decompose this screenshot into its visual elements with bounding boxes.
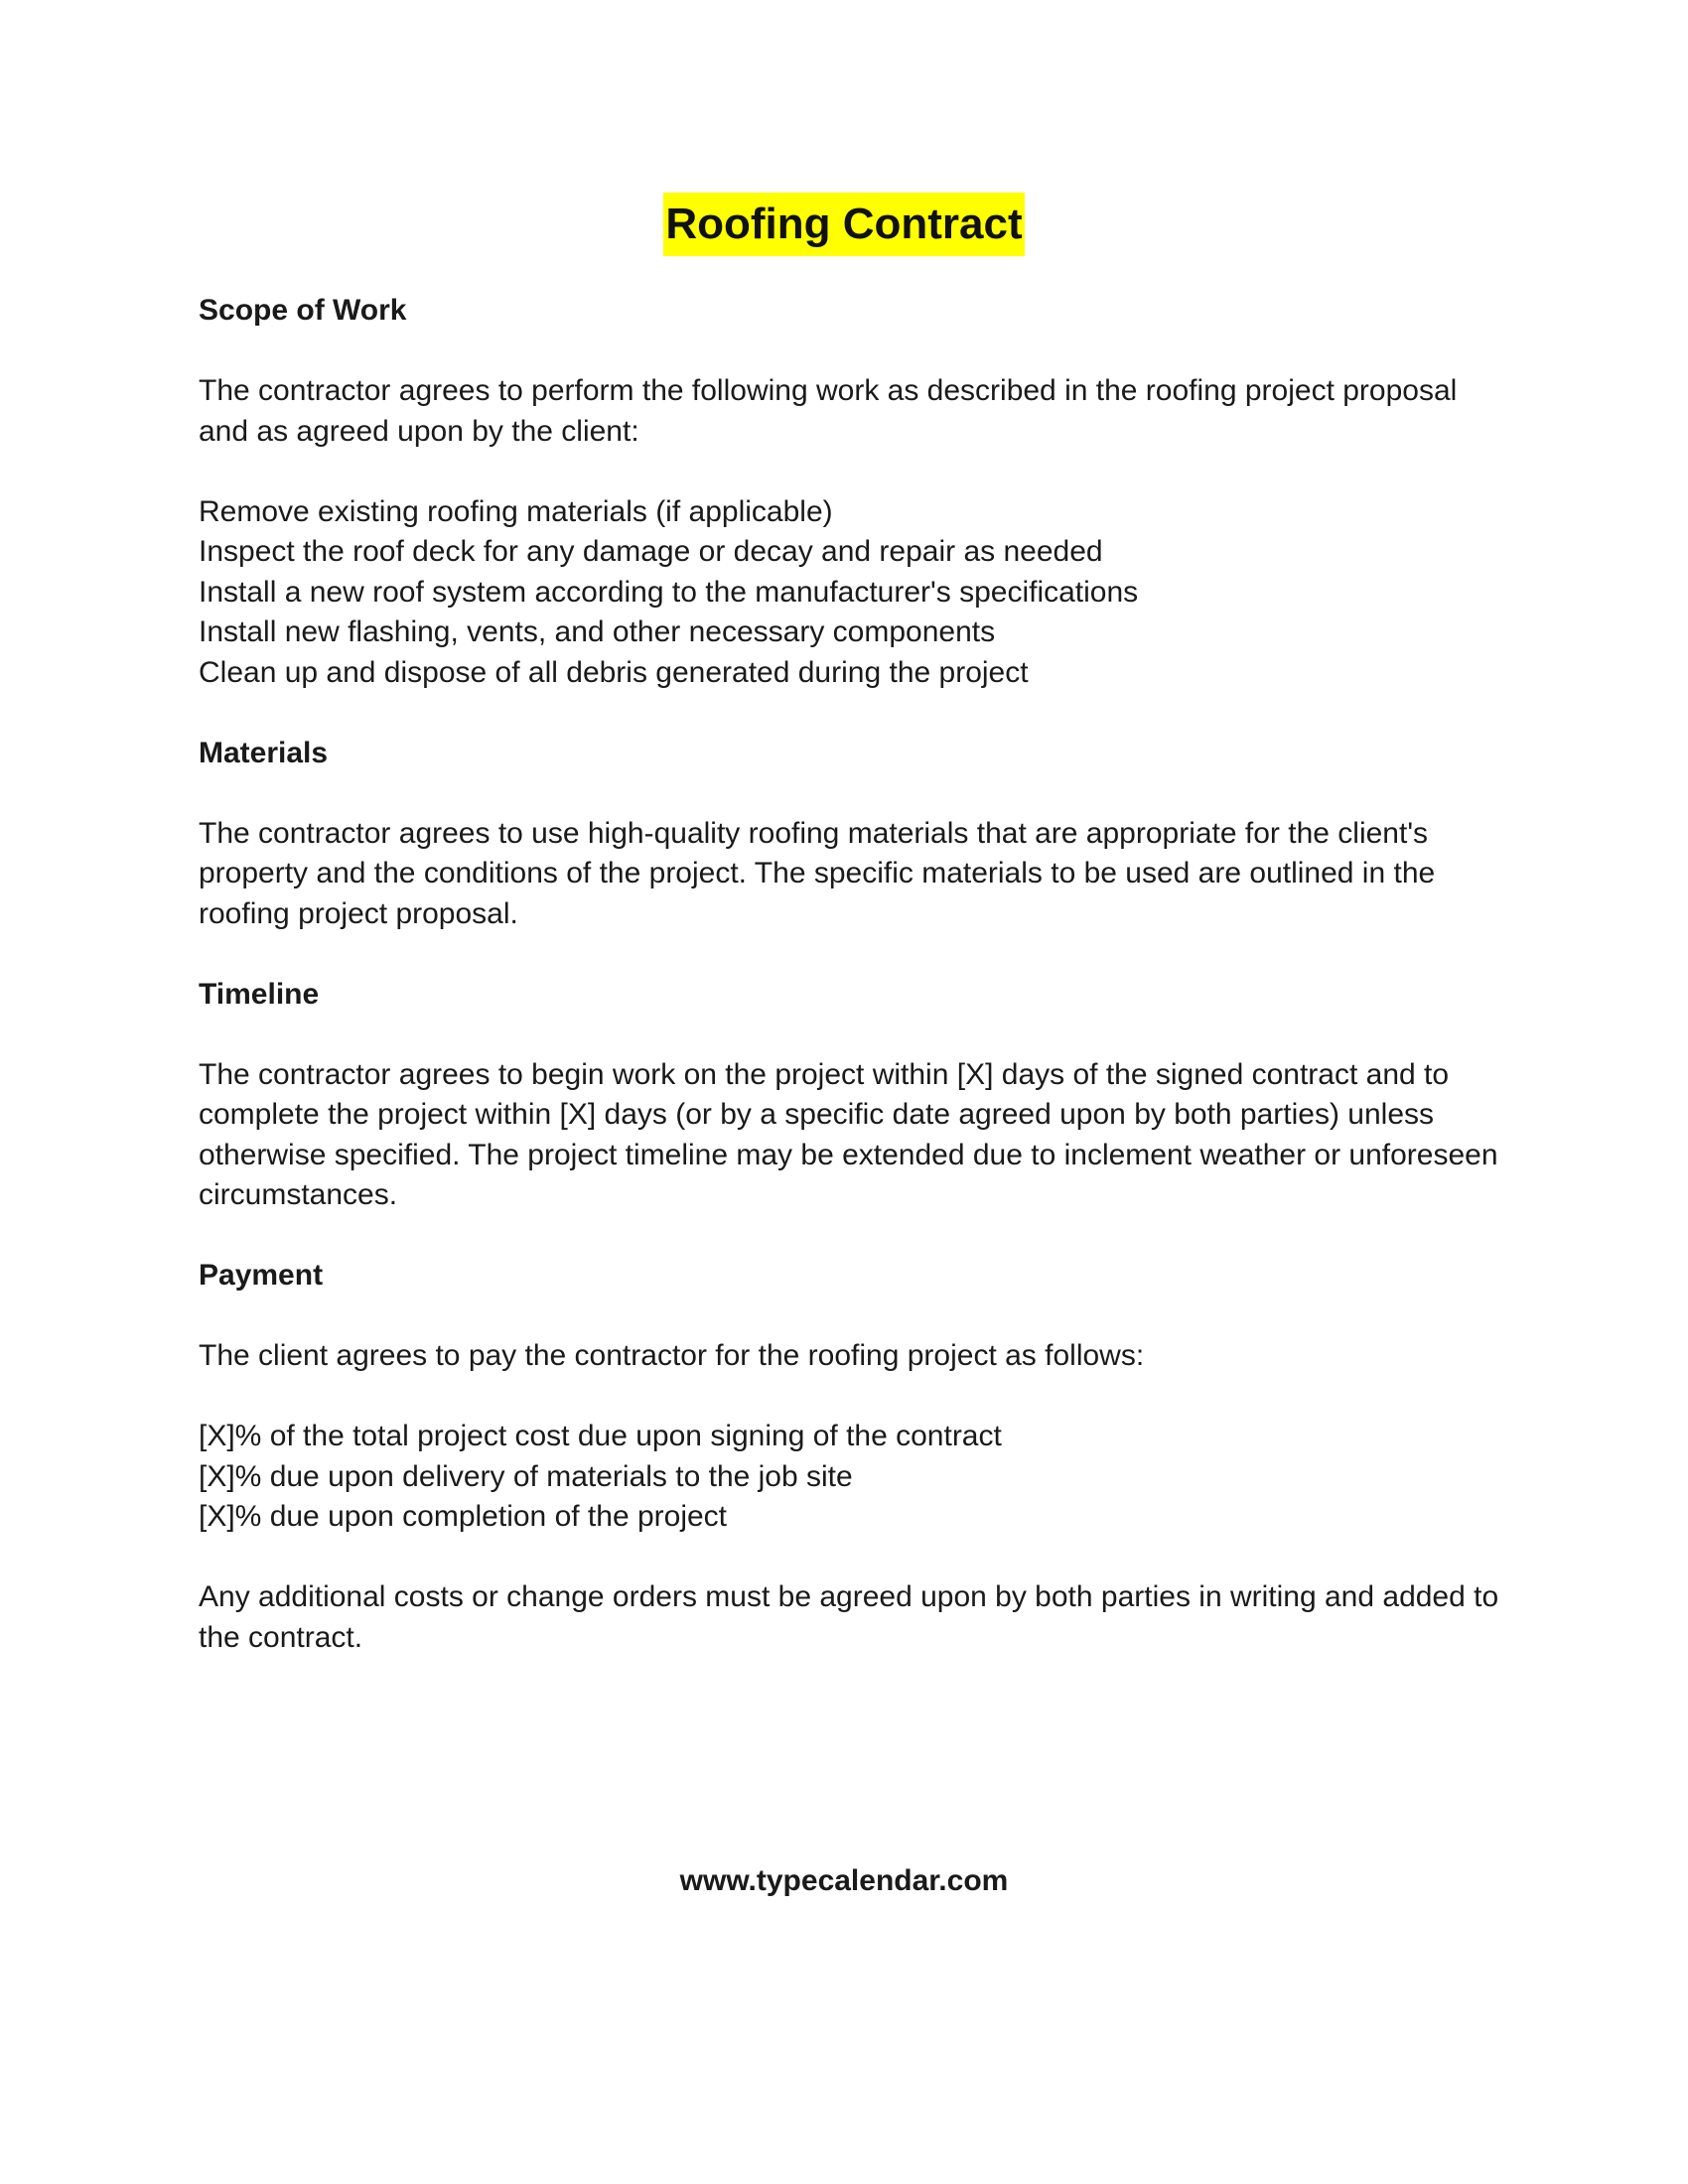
document-title: Roofing Contract bbox=[663, 193, 1024, 256]
title-container bbox=[0, 193, 1688, 256]
document-body bbox=[199, 291, 1509, 1658]
list-item: [X]% due upon completion of the project bbox=[199, 1500, 728, 1533]
list-item: Clean up and dispose of all debris generated during the project bbox=[199, 655, 1029, 689]
timeline-text: The contractor agrees to begin work on the project within [X] days of the signed contract and to complete the project within [X] days (or by a specific date agreed upon by both parties) unless otherwise specified. The project timeline may be extended due to inclement weather or unforeseen circumstances. bbox=[199, 1057, 1498, 1211]
scope-intro: The contractor agrees to perform the following work as described in the roofing project proposal and as agreed upon by the client: bbox=[199, 374, 1458, 448]
list-item: Install a new roof system according to the manufacturer's specifications bbox=[199, 575, 1139, 609]
payment-intro: The client agrees to pay the contractor for the roofing project as follows: bbox=[199, 1339, 1145, 1372]
list-item: Install new flashing, vents, and other necessary components bbox=[199, 615, 996, 648]
section-heading-scope: Scope of Work bbox=[199, 294, 407, 327]
section-heading-timeline: Timeline bbox=[199, 977, 320, 1011]
footer-url: www.typecalendar.com bbox=[679, 1864, 1009, 1897]
payment-closing: Any additional costs or change orders must be agreed upon by both parties in writing and added to the contract. bbox=[199, 1580, 1499, 1654]
list-item: Remove existing roofing materials (if applicable) bbox=[199, 494, 833, 528]
list-item: Inspect the roof deck for any damage or decay and repair as needed bbox=[199, 535, 1103, 568]
list-item: [X]% due upon delivery of materials to the job site bbox=[199, 1459, 853, 1493]
materials-text: The contractor agrees to use high-quality roofing materials that are appropriate for the client's property and the conditions of the project. The specific materials to be used are outlined in the roofing project proposal. bbox=[199, 816, 1436, 930]
section-heading-materials: Materials bbox=[199, 736, 329, 769]
section-heading-payment: Payment bbox=[199, 1259, 324, 1292]
list-item: [X]% of the total project cost due upon signing of the contract bbox=[199, 1420, 1002, 1452]
payment-list bbox=[199, 1417, 1509, 1538]
scope-list bbox=[199, 492, 1509, 694]
